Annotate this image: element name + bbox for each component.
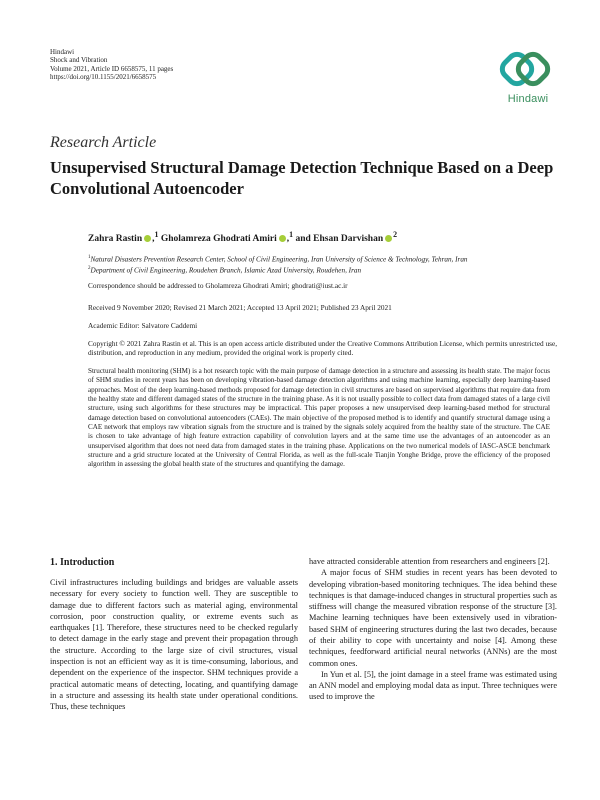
author-name: Zahra Rastin (88, 234, 143, 245)
affiliation-text: Natural Disasters Prevention Research Center, School of Civil Engineering, Iran University of Science & Technology, Tehran, Iran (90, 255, 468, 264)
orcid-icon[interactable] (144, 235, 151, 242)
left-column (50, 577, 298, 712)
volume-line: Volume 2021, Article ID 6658575, 11 pages (50, 64, 174, 73)
publisher-name: Hindawi (50, 48, 75, 56)
author-affil-sup: 2 (393, 230, 398, 239)
correspondence: Correspondence should be addressed to Gholamreza Ghodrati Amiri; ghodrati@iust.ac.ir (88, 281, 348, 290)
affiliation-sup: 2 (88, 266, 91, 271)
author-affil-sup: 1 (154, 230, 159, 239)
paper-title: Unsupervised Structural Damage Detection Technique Based on a Deep Convolutional Autoencoder (50, 158, 554, 198)
doi-link[interactable]: https://doi.org/10.1155/2021/6658575 (50, 72, 157, 81)
body-paragraph: In Yun et al. [5], the joint damage in a steel frame was estimated using an ANN model and employing modal data as input. Three techniques were used to improve the (309, 669, 557, 702)
author-list: Zahra Rastin ,$^1$ Gholamreza Ghodrati Amiri ,$^1$ and Ehsan Darvishan $^2$ (88, 230, 398, 245)
abstract: Structural health monitoring (SHM) is a hot research topic with the main purpose of damage detection in a structure and assessing its health state. The major focus of SHM studies in recent years has been on developing vibration-based damage detection algorithms and using machine learning, especially deep learning-based approaches. Most of the deep learning-based methods proposed for damage detection in civil structures are based on supervised algorithms that require data from the healthy state and different damaged states of the structure in the training phase. As it is not usually possible to collect data from damaged states of a large civil structure, using such algorithms for these structures may be impractical. This paper proposes a new unsupervised deep learning-based method for structural damage detection based on convolutional autoencoders (CAEs). The main objective of the proposed method is to identify and quantify structural damage using a CAE network that employs raw vibration signals from the structure and is trained by the signals solely acquired from the healthy state of the structure. The CAE is chosen to take advantage of high feature extraction capability of convolution layers and at the same time use the advantages of an autoencoder as an unsupervised algorithm that does not need data from damaged states in the training phase. Applications on the two numerical models of IASC-ASCE benchmark structure and a grid structure located at the University of Central Florida, as well as the full-scale Tianjin Yonghe Bridge, prove the efficiency of the proposed algorithm in assessing the global health state of the structures and quantifying the damage. (88, 367, 550, 469)
affiliation-text: Department of Civil Engineering, Roudehen Branch, Islamic Azad University, Roudehen, Iran (90, 266, 362, 275)
author-name: Gholamreza Ghodrati Amiri (160, 234, 277, 245)
logo-text: Hindawi (507, 93, 549, 105)
body-paragraph: A major focus of SHM studies in recent years has been devoted to developing vibration-based monitoring techniques. The idea behind these techniques is that damage-induced changes in structural properties such as stiffness will change the measured vibration response of the structure [3]. Machine learning techniques have been extensively used in vibration-based SHM of engineering structures during the last two decades, because of their ability to cope with uncertainty and noise [4]. Among these techniques, feedforward artificial neural networks (ANNs) are the most common ones. (309, 568, 557, 668)
body-paragraph: Civil infrastructures including buildings and bridges are valuable assets necessary for every society to function well. They are susceptible to damage due to different factors such as material aging, environmental corrosion, poor construction quality, or extreme events such as earthquakes [1]. Therefore, these structures need to be checked regularly to detect damage in the early stage and prevent their propagation through the structure. According to the large size of civil structures, visual inspection is not an efficient way as it is time-consuming, laborious, and dependent on the experience of the inspector. SHM techniques provide a practical automatic means of detecting, locating, and quantifying damage in a structure and assessing its health state under operational conditions. Thus, these techniques (50, 578, 298, 712)
affiliation (88, 264, 558, 276)
orcid-icon[interactable] (279, 235, 286, 242)
body-paragraph: have attracted considerable attention from researchers and engineers [2]. (309, 557, 550, 566)
right-column (309, 556, 557, 703)
copyright-notice: Copyright © 2021 Zahra Rastin et al. This is an open access article distributed under the Creative Commons Attribution License, which permits unrestricted use, distribution, and reproduction in any medium, provided the original work is properly cited. (88, 339, 558, 358)
affiliation-sup: 1 (88, 255, 91, 260)
article-type: Research Article (50, 134, 157, 151)
author-affil-sup: 1 (289, 230, 294, 239)
journal-name: Shock and Vibration (50, 56, 108, 65)
orcid-icon[interactable] (385, 235, 392, 242)
author-name: Ehsan Darvishan (313, 234, 384, 245)
academic-editor: Academic Editor: Salvatore Caddemi (88, 321, 198, 330)
section-heading: 1. Introduction (50, 557, 115, 568)
journal-info (50, 48, 173, 81)
dates: Received 9 November 2020; Revised 21 March 2021; Accepted 13 April 2021; Published 23 April 2021 (88, 303, 392, 312)
